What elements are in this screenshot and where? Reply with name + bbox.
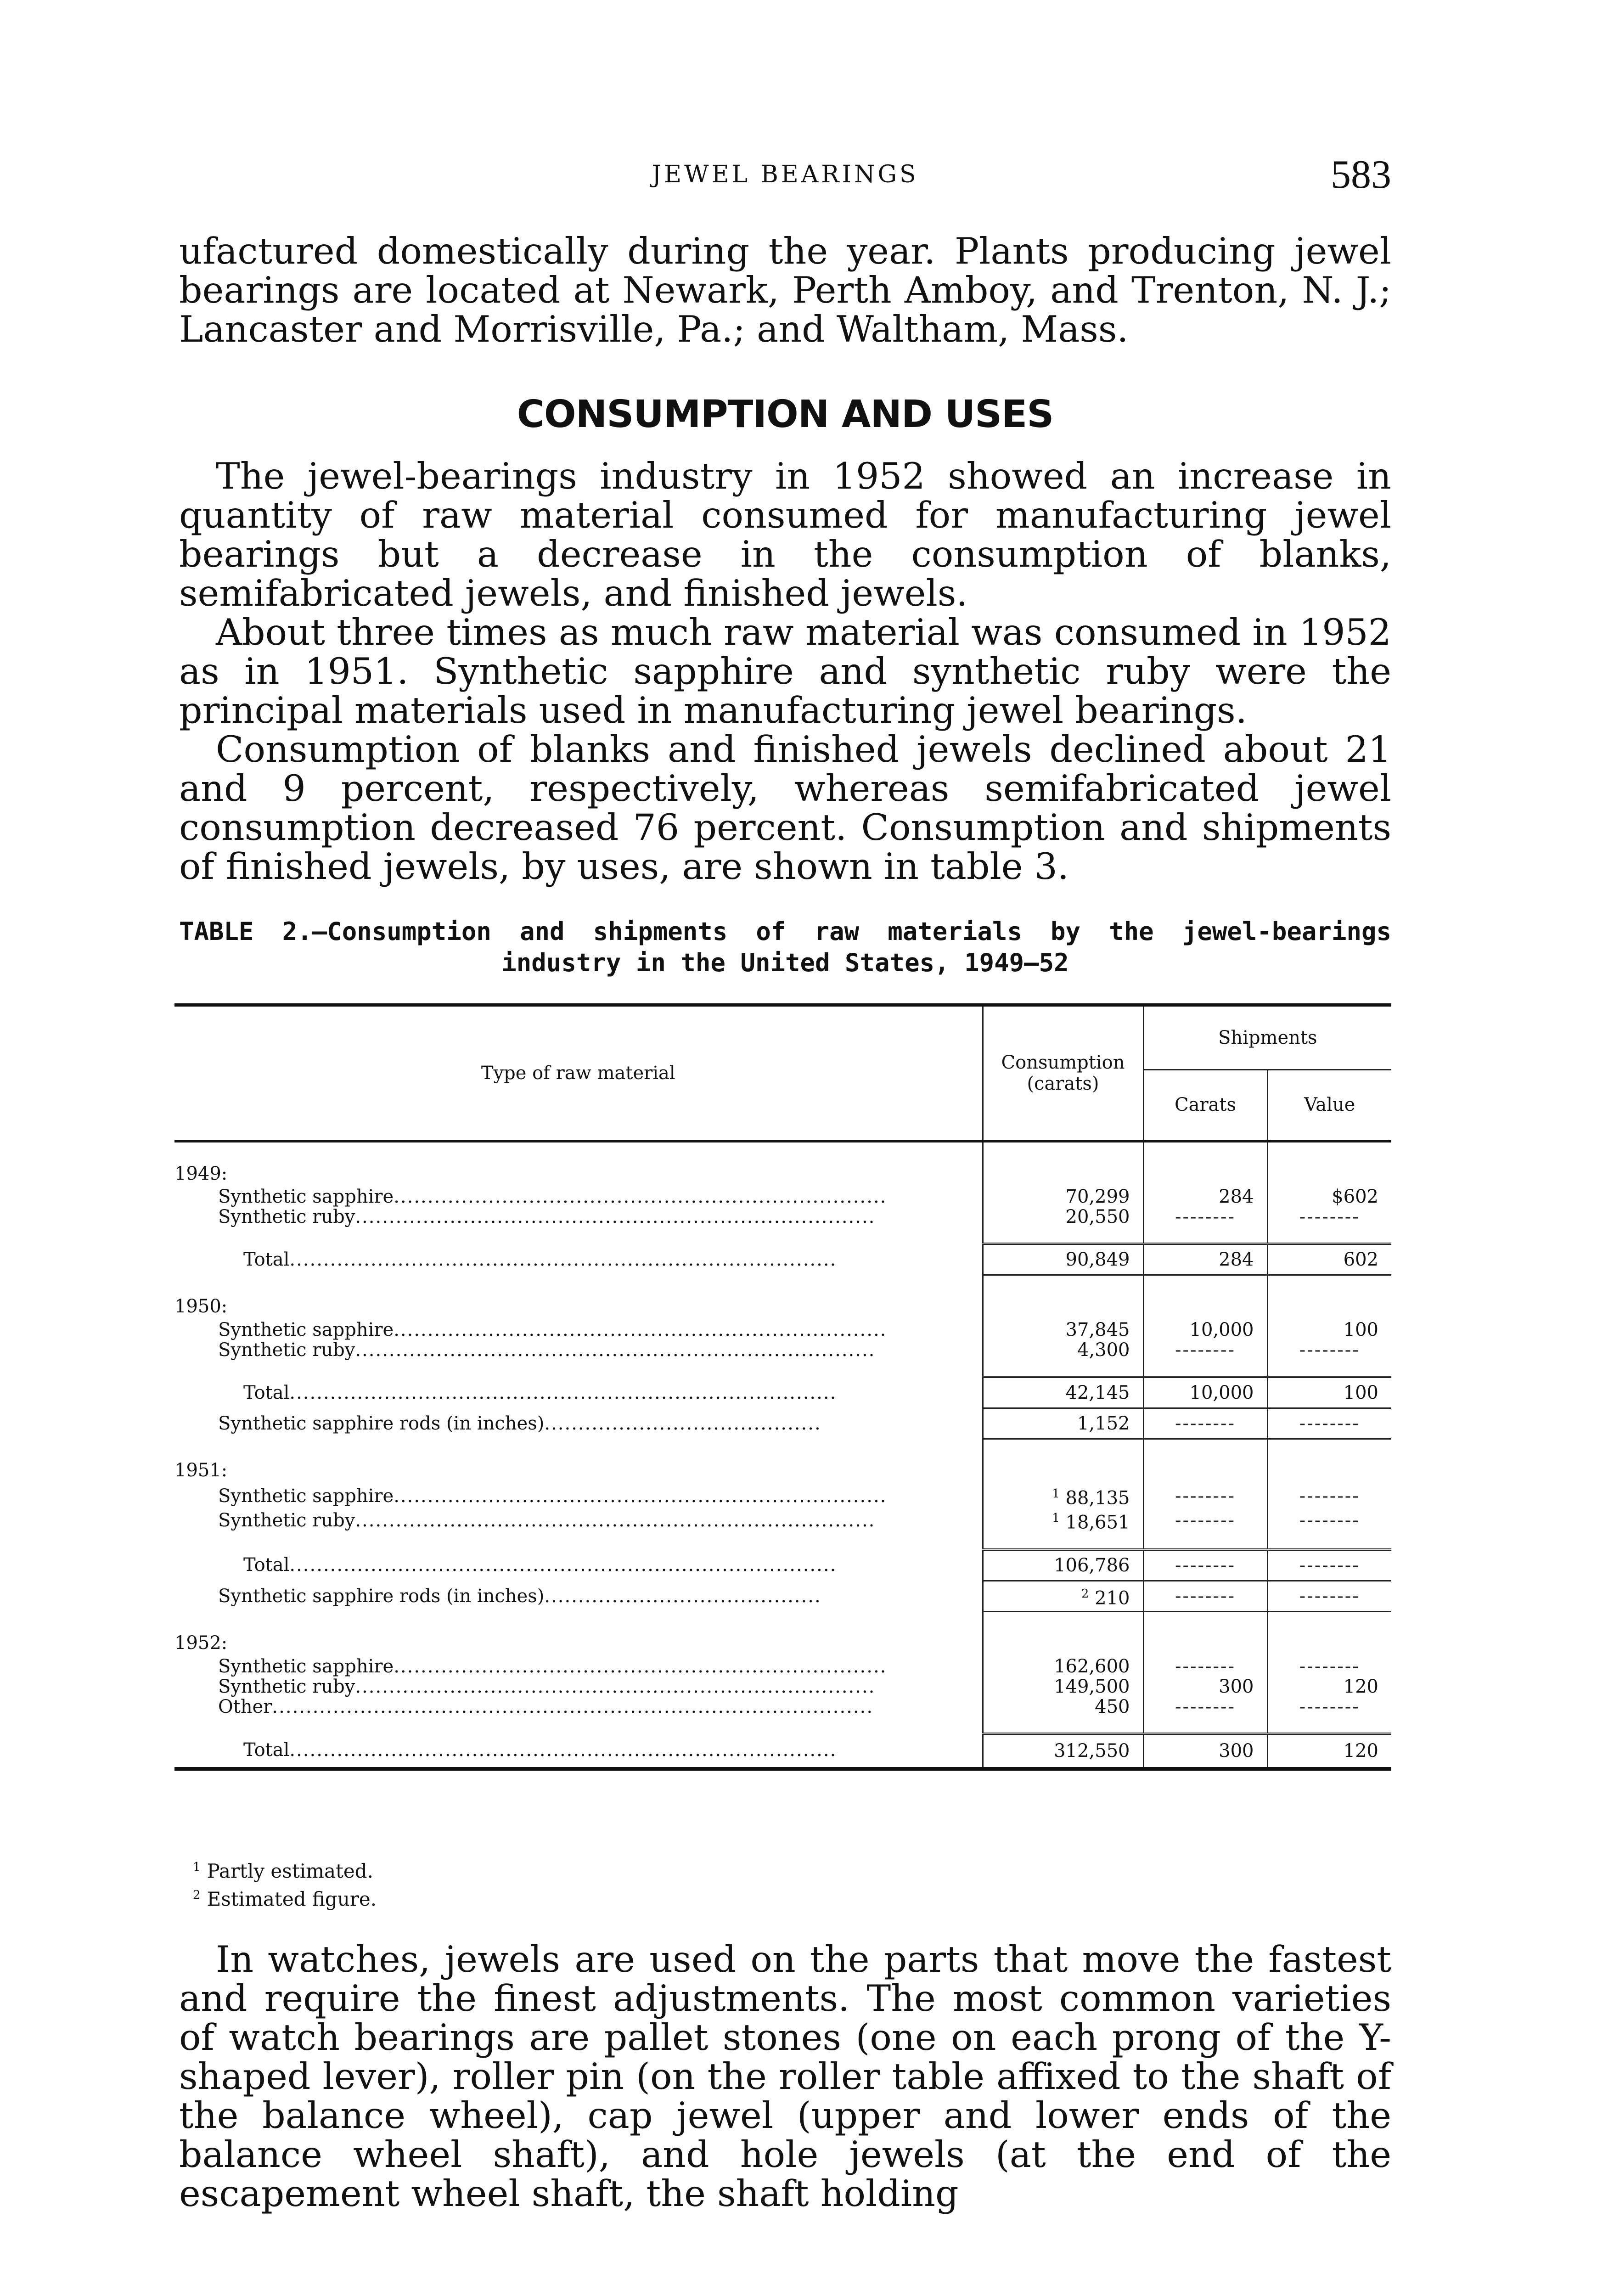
table-row-total: Total................................................................................. 106,786 -------- -------- — [174, 1549, 1391, 1581]
row-label: Synthetic sapphire — [218, 1187, 394, 1207]
row-label: Synthetic sapphire — [218, 1320, 394, 1340]
row-label: Synthetic sapphire — [218, 1656, 394, 1677]
row-label: Total — [243, 1249, 290, 1270]
row-label: Total — [243, 1382, 290, 1403]
body-paragraph-3: Consumption of blanks and finished jewels declined about 21 and 9 percent, respectively, whereas semifabricated jewel consumption decreased 76 percent. Consumption and shipments of finished jewels, by uses, are shown in table 3. — [179, 728, 1391, 888]
table-caption-line-1: TABLE 2.—Consumption and shipments of raw materials by the jewel-bearings — [179, 917, 1391, 946]
row-label: Synthetic sapphire — [218, 1485, 394, 1507]
table-footnotes — [193, 1855, 377, 1911]
cell-empty: -------- — [1143, 1508, 1267, 1532]
cell-empty: -------- — [1143, 1549, 1267, 1581]
raw-materials-table — [174, 1003, 1391, 1771]
cell-consumption: 312,550 — [983, 1733, 1143, 1769]
cell-empty: -------- — [1143, 1581, 1267, 1611]
cell-carats: 10,000 — [1143, 1377, 1267, 1408]
column-header-consumption: Consumption (carats) — [983, 1005, 1143, 1142]
cell-empty: -------- — [1143, 1340, 1267, 1360]
row-label: Synthetic ruby — [218, 1676, 355, 1697]
row-label: Synthetic ruby — [218, 1509, 355, 1531]
cell-consumption: 37,845 — [983, 1320, 1143, 1340]
column-header-value: Value — [1267, 1069, 1391, 1141]
cell-empty: -------- — [1143, 1207, 1267, 1227]
cell-empty: -------- — [1267, 1508, 1391, 1532]
year-label-1950: 1950: — [174, 1296, 228, 1317]
table-row: Synthetic ruby............................................................................. 149,500 300 120 — [174, 1677, 1391, 1697]
table-row: Synthetic sapphire rods (in inches)......................................... $^2$ 210 -------- -------- — [174, 1581, 1391, 1611]
cell-empty: -------- — [1267, 1484, 1391, 1508]
cell-consumption: 70,299 — [983, 1187, 1143, 1207]
column-header-shipments: Shipments — [1143, 1005, 1391, 1070]
cell-value: 100 — [1267, 1377, 1391, 1408]
table-row-total: Total................................................................................. 312,550 300 120 — [174, 1733, 1391, 1769]
cell-empty: -------- — [1143, 1484, 1267, 1508]
table-row: Synthetic sapphire......................................................................... 70,299 284 $602 — [174, 1187, 1391, 1207]
cell-empty: -------- — [1267, 1207, 1391, 1227]
footnote: $^2$ Estimated figure. — [193, 1888, 377, 1910]
cell-value: 602 — [1267, 1244, 1391, 1275]
table-row: Synthetic sapphire......................................................................... 162,600 -------- -------- — [174, 1656, 1391, 1677]
cell-value: 100 — [1267, 1320, 1391, 1340]
section-heading: CONSUMPTION AND USES — [517, 393, 1054, 436]
table-row: Synthetic ruby............................................................................. $^1$ 18,651 -------- -------- — [174, 1508, 1391, 1532]
row-label: Total — [243, 1739, 290, 1761]
page-header — [179, 152, 1391, 197]
cell-consumption: 90,849 — [983, 1244, 1143, 1275]
row-label: Synthetic ruby — [218, 1207, 355, 1227]
footnote: $^1$ Partly estimated. — [193, 1860, 373, 1882]
closing-paragraph: In watches, jewels are used on the parts that move the fastest and require the finest adjustments. The most common varieties of watch bearings are pallet stones (one on each prong of the Y-shaped lever), roller pin (on the roller table affixed to the shaft of the balance wheel), cap jewel (upper and lower ends of the balance wheel shaft), and hole jewels (at the end of the escapement wheel shaft, the shaft holding — [179, 1938, 1391, 2215]
table-row-total: Total................................................................................. 90,849 284 602 — [174, 1244, 1391, 1275]
row-label: Other — [218, 1696, 272, 1717]
cell-carats: 300 — [1143, 1677, 1267, 1697]
cell-empty: -------- — [1267, 1408, 1391, 1439]
column-header-type: Type of raw material — [174, 1005, 983, 1142]
body-paragraph-1: The jewel-bearings industry in 1952 showed an increase in quantity of raw material consumed for manufacturing jewel bearings but a decrease in the consumption of blanks, semifabricated jewels, and finished jewels. — [179, 455, 1391, 614]
cell-consumption: 42,145 — [983, 1377, 1143, 1408]
table-row: Synthetic ruby............................................................................. 20,550 -------- -------- — [174, 1207, 1391, 1227]
cell-consumption: 450 — [983, 1697, 1143, 1717]
row-label: Synthetic sapphire rods (in inches) — [218, 1413, 545, 1434]
cell-consumption: 149,500 — [983, 1677, 1143, 1697]
table-row: Synthetic sapphire......................................................................... $^1$ 88,135 -------- -------- — [174, 1484, 1391, 1508]
cell-value: 120 — [1267, 1677, 1391, 1697]
footnote-ref: 1 — [1052, 1511, 1060, 1525]
cell-carats: 300 — [1143, 1733, 1267, 1769]
cell-consumption: 4,300 — [983, 1340, 1143, 1360]
cell-empty: -------- — [1267, 1656, 1391, 1677]
table-row: Other......................................................................................... 450 -------- -------- — [174, 1697, 1391, 1717]
running-head: JEWEL BEARINGS — [652, 161, 919, 188]
row-label: Total — [243, 1554, 290, 1576]
row-label: Synthetic sapphire rods (in inches) — [218, 1585, 545, 1607]
cell-empty: -------- — [1267, 1549, 1391, 1581]
cell-consumption: 20,550 — [983, 1207, 1143, 1227]
cell-consumption: 106,786 — [983, 1549, 1143, 1581]
table-row: Synthetic sapphire......................................................................... 37,845 10,000 100 — [174, 1320, 1391, 1340]
year-label-1952: 1952: — [174, 1632, 228, 1654]
page-number: 583 — [1331, 152, 1391, 197]
table-row: Synthetic ruby............................................................................. 4,300 -------- -------- — [174, 1340, 1391, 1360]
cell-empty: -------- — [1267, 1340, 1391, 1360]
year-label-1951: 1951: — [174, 1460, 228, 1481]
cell-consumption: 1,152 — [983, 1408, 1143, 1439]
cell-empty: -------- — [1267, 1697, 1391, 1717]
table-row-total: Total................................................................................. 42,145 10,000 100 — [174, 1377, 1391, 1408]
year-label-1949: 1949: — [174, 1163, 228, 1184]
table-caption-line-2: industry in the United States, 1949–52 — [501, 948, 1069, 977]
column-header-carats: Carats — [1143, 1069, 1267, 1141]
cell-carats: 10,000 — [1143, 1320, 1267, 1340]
cell-carats: 284 — [1143, 1187, 1267, 1207]
footnote-ref: 1 — [1052, 1487, 1060, 1501]
cell-value: 120 — [1267, 1733, 1391, 1769]
cell-carats: 284 — [1143, 1244, 1267, 1275]
row-label: Synthetic ruby — [218, 1340, 355, 1360]
cell-empty: -------- — [1267, 1581, 1391, 1611]
footnote-ref: 2 — [1081, 1587, 1089, 1601]
cell-empty: -------- — [1143, 1656, 1267, 1677]
body-paragraph-2: About three times as much raw material was consumed in 1952 as in 1951. Synthetic sapphire and synthetic ruby were the principal materials used in manufacturing jewel bearings. — [179, 611, 1391, 732]
cell-consumption: $^1$ 18,651 — [983, 1508, 1143, 1532]
table-caption — [179, 916, 1391, 979]
cell-empty: -------- — [1143, 1697, 1267, 1717]
cell-value: $602 — [1267, 1187, 1391, 1207]
table-row: Synthetic sapphire rods (in inches)......................................... 1,152 -------- -------- — [174, 1408, 1391, 1439]
cell-consumption: $^2$ 210 — [983, 1581, 1143, 1611]
cell-consumption: 162,600 — [983, 1656, 1143, 1677]
cell-empty: -------- — [1143, 1408, 1267, 1439]
intro-paragraph: ufactured domestically during the year. Plants producing jewel bearings are located at Newark, Perth Amboy, and Trenton, N. J.; Lancaster and Morrisville, Pa.; and Waltham, Mass. — [179, 230, 1391, 350]
cell-consumption: $^1$ 88,135 — [983, 1484, 1143, 1508]
